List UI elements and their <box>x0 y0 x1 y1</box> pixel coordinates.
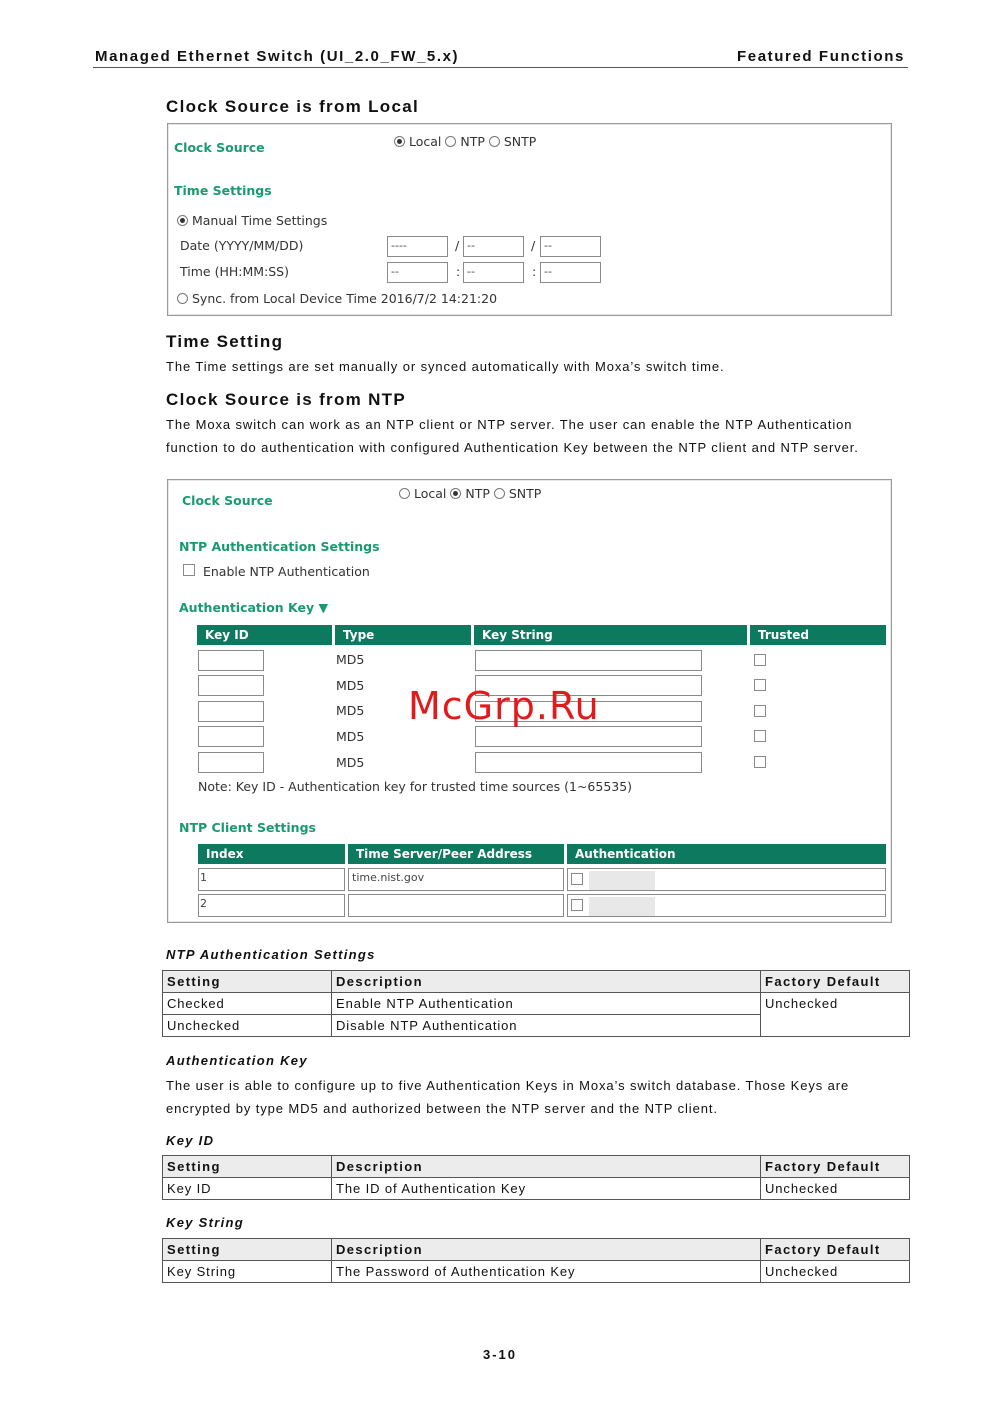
ntp-auth-table-title: NTP Authentication Settings <box>166 947 376 962</box>
ntp-client-settings-label: NTP Client Settings <box>179 820 316 835</box>
trusted-checkbox[interactable] <box>754 654 766 666</box>
default-cell: Unchecked <box>761 1261 910 1283</box>
date-month-input[interactable]: -- <box>463 236 524 257</box>
table-header: Description <box>332 1156 761 1178</box>
table-header: Factory Default <box>761 1156 910 1178</box>
clock-source-label: Clock Source <box>182 493 273 508</box>
local-clock-panel <box>167 123 892 316</box>
description-cell: Disable NTP Authentication <box>332 1015 761 1037</box>
clock-source-label: Clock Source <box>174 140 265 155</box>
radio-sntp-label: SNTP <box>503 134 537 149</box>
auth-key-text: The user is able to configure up to five Authentication Keys in Moxa’s switch database. Those Keys are encrypted by type MD5 and authorized between the NTP server and the NTP client. <box>166 1078 850 1116</box>
key-table-header-keyid: Key ID <box>197 625 332 645</box>
key-id-table <box>162 1155 910 1200</box>
radio-local-label: Local <box>413 486 447 501</box>
section-title-time-setting: Time Setting <box>166 332 284 351</box>
key-table-header-keystring: Key String <box>474 625 747 645</box>
key-id-input[interactable] <box>198 701 264 722</box>
client-index-cell: 1 <box>198 868 345 891</box>
table-header: Factory Default <box>761 1239 910 1261</box>
setting-cell: Unchecked <box>163 1015 332 1037</box>
description-cell: Enable NTP Authentication <box>332 993 761 1015</box>
clock-source-radio-group <box>394 134 536 149</box>
time-minute-input[interactable]: -- <box>463 262 524 283</box>
time-sep: : <box>456 264 461 279</box>
default-cell: Unchecked <box>761 993 910 1037</box>
manual-time-label: Manual Time Settings <box>191 213 328 228</box>
clock-source-radio-group <box>399 486 541 501</box>
running-header-right: Featured Functions <box>737 48 905 65</box>
client-table-header-index: Index <box>198 844 345 864</box>
radio-ntp[interactable] <box>445 136 456 147</box>
date-sep: / <box>455 238 460 253</box>
header-rule <box>93 67 908 68</box>
key-table-header-trusted: Trusted <box>750 625 886 645</box>
client-auth-key-select[interactable] <box>589 871 655 890</box>
description-cell: The ID of Authentication Key <box>332 1178 761 1200</box>
key-table-header-type: Type <box>335 625 471 645</box>
radio-manual-time[interactable] <box>177 215 188 226</box>
key-id-input[interactable] <box>198 752 264 773</box>
enable-ntp-auth-option <box>183 564 370 579</box>
auth-key-title: Authentication Key <box>166 1053 308 1068</box>
watermark: McGrp.Ru <box>408 684 600 728</box>
enable-ntp-auth-label: Enable NTP Authentication <box>202 564 370 579</box>
section-title-local: Clock Source is from Local <box>166 97 419 116</box>
table-header: Description <box>332 1239 761 1261</box>
date-day-input[interactable]: -- <box>540 236 601 257</box>
client-auth-checkbox[interactable] <box>571 899 583 911</box>
table-header: Description <box>332 971 761 993</box>
authentication-key-label: Authentication Key <box>179 600 315 615</box>
key-type: MD5 <box>336 755 365 770</box>
key-id-input[interactable] <box>198 675 264 696</box>
trusted-checkbox[interactable] <box>754 756 766 768</box>
radio-sntp[interactable] <box>494 488 505 499</box>
setting-cell: Checked <box>163 993 332 1015</box>
radio-sync-local[interactable] <box>177 293 188 304</box>
sync-local-option <box>177 291 497 306</box>
description-cell: The Password of Authentication Key <box>332 1261 761 1283</box>
radio-local[interactable] <box>399 488 410 499</box>
radio-local-label: Local <box>408 134 442 149</box>
radio-sntp[interactable] <box>489 136 500 147</box>
table-row <box>163 1178 910 1200</box>
table-header: Setting <box>163 1239 332 1261</box>
default-cell: Unchecked <box>761 1178 910 1200</box>
setting-cell: Key String <box>163 1261 332 1283</box>
time-sep: : <box>532 264 537 279</box>
key-string-input[interactable] <box>475 650 702 671</box>
client-index-cell: 2 <box>198 894 345 917</box>
key-id-table-title: Key ID <box>166 1133 215 1148</box>
ntp-auth-settings-label: NTP Authentication Settings <box>179 539 380 554</box>
radio-local[interactable] <box>394 136 405 147</box>
time-hour-input[interactable]: -- <box>387 262 448 283</box>
client-table-header-address: Time Server/Peer Address <box>348 844 564 864</box>
radio-ntp-label: NTP <box>465 486 490 501</box>
time-second-input[interactable]: -- <box>540 262 601 283</box>
table-header: Setting <box>163 971 332 993</box>
client-auth-cell <box>567 868 886 891</box>
setting-cell: Key ID <box>163 1178 332 1200</box>
client-table-header-auth: Authentication <box>567 844 886 864</box>
client-auth-key-select[interactable] <box>589 897 655 916</box>
date-label: Date (YYYY/MM/DD) <box>180 238 304 253</box>
date-sep: / <box>531 238 536 253</box>
time-setting-text: The Time settings are set manually or synced automatically with Moxa’s switch time. <box>166 359 725 374</box>
key-string-input[interactable] <box>475 726 702 747</box>
section-title-ntp: Clock Source is from NTP <box>166 390 406 409</box>
key-type: MD5 <box>336 652 365 667</box>
authentication-key-toggle[interactable] <box>179 600 328 615</box>
trusted-checkbox[interactable] <box>754 730 766 742</box>
key-id-note: Note: Key ID - Authentication key for trusted time sources (1~65535) <box>198 779 633 794</box>
enable-ntp-auth-checkbox[interactable] <box>183 564 195 576</box>
trusted-checkbox[interactable] <box>754 705 766 717</box>
ntp-auth-table <box>162 970 910 1037</box>
sync-local-label: Sync. from Local Device Time 2016/7/2 14:21:20 <box>191 291 498 306</box>
key-id-input[interactable] <box>198 726 264 747</box>
key-type: MD5 <box>336 729 365 744</box>
ntp-intro-text: The Moxa switch can work as an NTP client or NTP server. The user can enable the NTP Authentication function to do authentication with configured Authentication Key between the NTP client and NTP server. <box>166 417 859 455</box>
table-row <box>163 993 910 1015</box>
triangle-down-icon: ▼ <box>318 600 329 615</box>
table-header: Factory Default <box>761 971 910 993</box>
key-string-table <box>162 1238 910 1283</box>
time-settings-label: Time Settings <box>174 183 272 198</box>
client-auth-cell <box>567 894 886 917</box>
key-string-input[interactable] <box>475 752 702 773</box>
running-header-left: Managed Ethernet Switch (UI_2.0_FW_5.x) <box>95 48 460 65</box>
trusted-checkbox[interactable] <box>754 679 766 691</box>
client-address-input[interactable] <box>348 894 564 917</box>
key-string-table-title: Key String <box>166 1215 245 1230</box>
table-row <box>163 1261 910 1283</box>
table-header: Setting <box>163 1156 332 1178</box>
date-year-input[interactable]: ---- <box>387 236 448 257</box>
radio-ntp[interactable] <box>450 488 461 499</box>
client-auth-checkbox[interactable] <box>571 873 583 885</box>
time-label: Time (HH:MM:SS) <box>180 264 289 279</box>
radio-ntp-label: NTP <box>460 134 485 149</box>
radio-sntp-label: SNTP <box>508 486 542 501</box>
manual-time-option <box>177 213 327 228</box>
client-address-input[interactable]: time.nist.gov <box>348 868 564 891</box>
page-number: 3-10 <box>482 1347 518 1362</box>
key-type: MD5 <box>336 703 365 718</box>
key-type: MD5 <box>336 678 365 693</box>
key-id-input[interactable] <box>198 650 264 671</box>
